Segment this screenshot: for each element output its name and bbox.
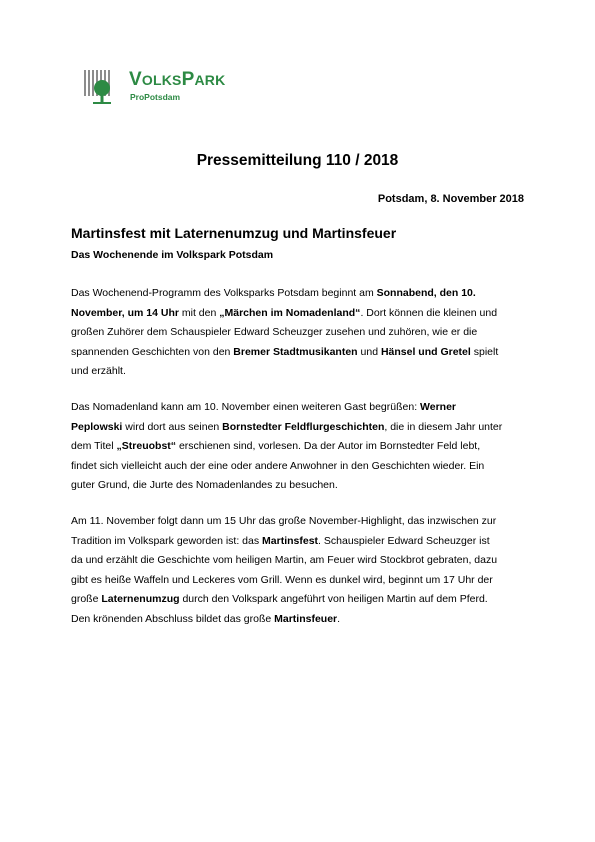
text-line: großen Zuhörer dem Schauspieler Edward Scheuzger zusehen und zuhören, wie er die xyxy=(71,326,478,338)
paragraph-2 xyxy=(71,398,531,496)
volkspark-tree-logo-icon xyxy=(83,66,123,106)
press-release-title: Pressemitteilung 110 / 2018 xyxy=(196,152,399,169)
text-line: Peplowski wird dort aus seinen Bornstedter Feldflurgeschichten, die in diesem Jahr unter xyxy=(71,420,503,433)
text-line: da und erzählt die Geschichte vom heiligen Martin, am Feuer wird Stockbrot gebraten, dazu xyxy=(71,554,498,566)
text-line: und erzählt. xyxy=(71,365,126,377)
text-line: Am 11. November folgt dann um 15 Uhr das große November-Highlight, das inzwischen zur xyxy=(71,515,497,527)
subheadline: Das Wochenende im Volkspark Potsdam xyxy=(71,249,274,261)
text-line: November, um 14 Uhr mit den „Märchen im Nomadenland“. Dort können die kleinen und xyxy=(71,306,498,319)
text-line: spannenden Geschichten von den Bremer Stadtmusikanten und Hänsel und Gretel spielt xyxy=(71,345,499,358)
dateline: Potsdam, 8. November 2018 xyxy=(377,193,524,205)
paragraph-1 xyxy=(71,284,531,382)
text-line: guter Grund, die Jurte des Nomadenlandes zu besuchen. xyxy=(71,479,338,491)
text-line: dem Titel „Streuobst“ erschienen sind, vorlesen. Da der Autor im Bornstedter Feld lebt, xyxy=(71,440,481,452)
text-line: Tradition im Volkspark geworden ist: das Martinsfest. Schauspieler Edward Scheuzger ist xyxy=(71,534,490,547)
text-line: große Laternenumzug durch den Volkspark angeführt von heiligen Martin auf dem Pferd. xyxy=(71,593,488,605)
headline: Martinsfest mit Laternenumzug und Martinsfeuer xyxy=(71,225,397,241)
volkspark-logo xyxy=(83,66,253,106)
logo-wordmark: VOLKSPARK xyxy=(129,69,226,90)
text-line: Das Nomadenland kann am 10. November einen weiteren Gast begrüßen: Werner xyxy=(71,401,457,413)
text-line: Das Wochenend-Programm des Volksparks Potsdam beginnt am Sonnabend, den 10. xyxy=(71,287,476,299)
text-line: findet sich vielleicht auch der eine oder andere Anwohner in den Geschichten wieder. Ein xyxy=(71,459,485,472)
text-line: Den krönenden Abschluss bildet das große Martinsfeuer. xyxy=(71,612,341,625)
paragraph-3 xyxy=(71,512,531,629)
text-line: gibt es heiße Waffeln und Leckeres vom Grill. Wenn es dunkel wird, beginnt um 17 Uhr der xyxy=(71,573,493,586)
logo-subtitle: ProPotsdam xyxy=(130,92,181,102)
